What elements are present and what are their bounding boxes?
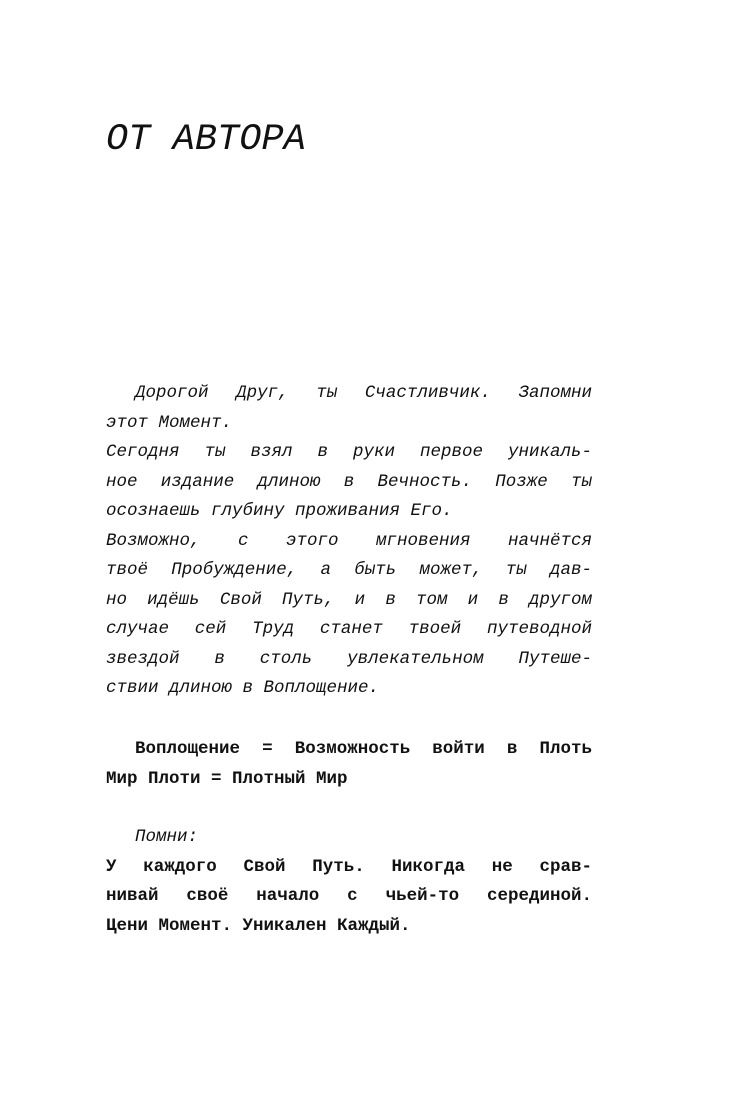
text-line: этот Момент.: [106, 412, 233, 433]
text-line: Возможно, с этого мгновения начнётся: [106, 530, 592, 551]
text-line: Дорогой Друг, ты Счастливчик. Запомни: [135, 383, 592, 403]
text-line: ное издание длиною в Вечность. Позже ты: [106, 471, 592, 492]
definition-line: Мир Плоти = Плотный Мир: [106, 768, 348, 789]
remember-line: Цени Момент. Уникален Каждый.: [106, 915, 411, 936]
text-line: Сегодня ты взял в руки первое уникаль-: [106, 442, 592, 462]
text-line: осознаешь глубину проживания Его.: [106, 501, 453, 521]
text-line: твоё Пробуждение, а быть может, ты дав-: [106, 560, 592, 580]
definitions-block: [106, 735, 592, 794]
remember-line: У каждого Свой Путь. Никогда не срав-: [106, 856, 592, 877]
text-line: но идёшь Свой Путь, и в том и в другом: [106, 589, 592, 610]
definition-line: Воплощение = Возможность войти в Плоть: [135, 739, 592, 759]
intro-paragraph: [106, 379, 592, 704]
text-line: звездой в столь увлекательном Путеше-: [106, 648, 592, 669]
remember-block: [106, 823, 592, 941]
remember-label: Помни:: [135, 827, 199, 847]
text-line: случае сей Труд станет твоей путеводной: [106, 619, 592, 639]
text-line: ствии длиною в Воплощение.: [106, 678, 380, 698]
page-title: ОТ АВТОРА: [106, 119, 306, 161]
remember-line: нивай своё начало с чьей-то серединой.: [106, 886, 592, 906]
